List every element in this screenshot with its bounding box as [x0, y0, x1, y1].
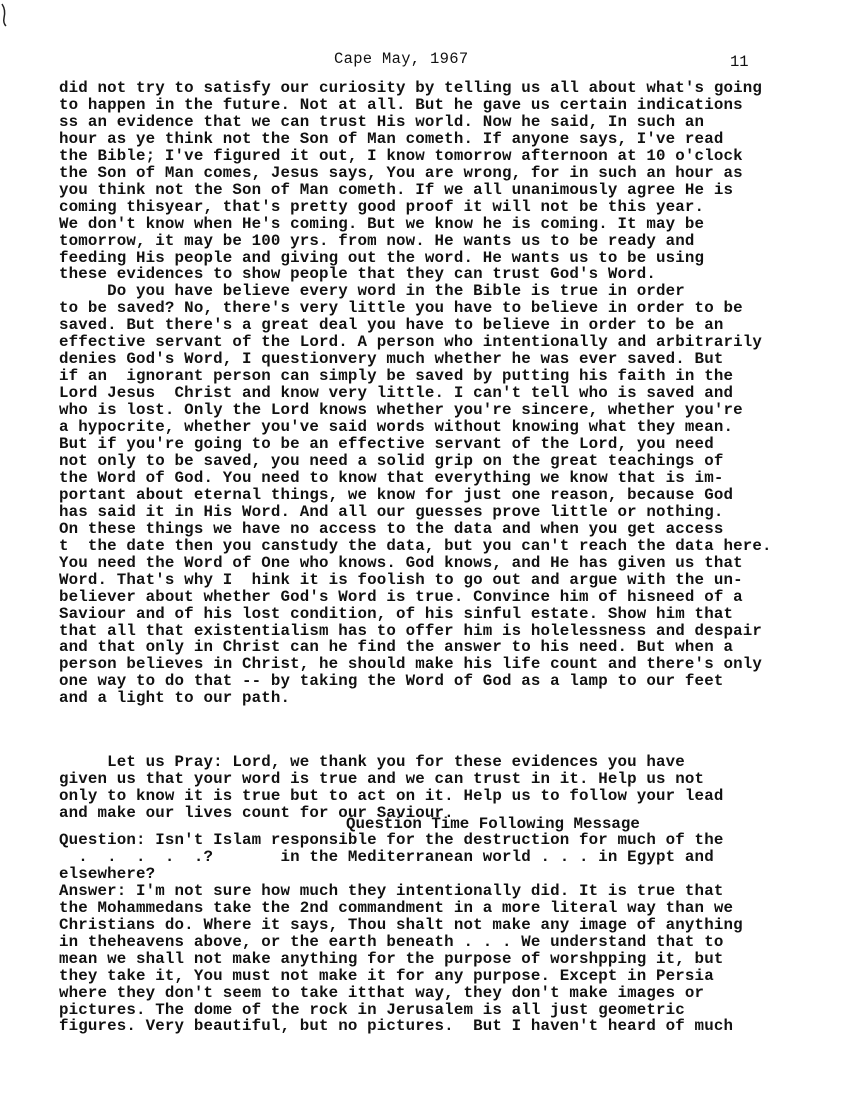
- text-line: in theheavens above, or the earth beneath . . . We understand that to: [59, 932, 724, 951]
- text-line: the Bible; I've figured it out, I know tomorrow afternoon at 10 o'clock: [59, 146, 743, 165]
- corner-pen-mark: [0, 0, 16, 28]
- text-line: and that only in Christ can he find the answer to his need. But when a: [59, 638, 734, 657]
- text-line: hour as ye think not the Son of Man cometh. If anyone says, I've read: [59, 129, 724, 148]
- text-line: not only to be saved, you need a solid grip on the great teachings of: [59, 451, 724, 470]
- text-line: Lord Jesus Christ and know very little. I can't tell who is saved and: [59, 384, 734, 403]
- text-line: mean we shall not make anything for the purpose of worshpping it, but: [59, 949, 724, 968]
- text-line: But if you're going to be an effective servant of the Lord, you need: [59, 435, 714, 454]
- text-line: . . . . .? in the Mediterranean world . . . in Egypt and: [59, 847, 714, 866]
- text-line: tomorrow, it may be 100 yrs. from now. He wants us to be ready and: [59, 231, 695, 250]
- text-line: you think not the Son of Man cometh. If we all unanimously agree He is: [59, 180, 734, 199]
- text-line: given us that your word is true and we can trust in it. Help us not: [59, 769, 705, 788]
- text-line: On these things we have no access to the data and when you get access: [59, 519, 724, 538]
- text-line: who is lost. Only the Lord knows whether you're sincere, whether you're: [59, 401, 743, 420]
- text-line: to be saved? No, there's very little you have to believe in order to be: [59, 299, 743, 318]
- text-line: only to know it is true but to act on it. Help us to follow your lead: [59, 786, 724, 805]
- text-line: that all that existentialism has to offer him is holelessness and despair: [59, 621, 762, 640]
- question-time-heading: Question Time Following Message: [346, 815, 640, 833]
- text-line: portant about eternal things, we know for just one reason, because God: [59, 485, 734, 504]
- text-line: a hypocrite, whether you've said words without knowing what they mean.: [59, 418, 734, 437]
- text-line: feeding His people and giving out the word. He wants us to be using: [59, 248, 705, 267]
- text-line: coming thisyear, that's pretty good proof it will not be this year.: [59, 197, 705, 216]
- text-line: Answer: I'm not sure how much they intentionally did. It is true that: [59, 881, 724, 900]
- text-line: denies God's Word, I questionvery much whether he was ever saved. But: [59, 350, 724, 369]
- sermon-text: [59, 80, 849, 707]
- text-line: and a light to our path.: [59, 689, 291, 708]
- text-line: Christians do. Where it says, Thou shalt not make any image of anything: [59, 915, 743, 934]
- text-line: Do you have believe every word in the Bible is true in order: [59, 282, 685, 301]
- page-number: 11: [730, 53, 749, 71]
- text-line: the Mohammedans take the 2nd commandment in a more literal way than we: [59, 898, 734, 917]
- text-line: the Word of God. You need to know that everything we know that is im-: [59, 468, 724, 487]
- text-line: they take it, You must not make it for any purpose. Except in Persia: [59, 966, 714, 985]
- text-line: ss an evidence that we can trust His world. Now he said, In such an: [59, 112, 705, 131]
- text-line: to happen in the future. Not at all. But he gave us certain indications: [59, 95, 743, 114]
- text-line: Word. That's why I hink it is foolish to go out and argue with the un-: [59, 570, 743, 589]
- prayer-text: [59, 754, 849, 822]
- text-line: did not try to satisfy our curiosity by telling us all about what's going: [59, 79, 762, 97]
- text-line: Question: Isn't Islam responsible for the destruction for much of the: [59, 831, 724, 849]
- text-line: person believes in Christ, he should make his life count and there's only: [59, 655, 762, 674]
- text-line: has said it in His Word. And all our guesses prove little or nothing.: [59, 502, 724, 521]
- text-line: We don't know when He's coming. But we know he is coming. It may be: [59, 214, 705, 233]
- text-line: elsewhere?: [59, 864, 156, 883]
- text-line: these evidences to show people that they can trust God's Word.: [59, 265, 657, 284]
- text-line: believer about whether God's Word is true. Convince him of hisneed of a: [59, 587, 743, 606]
- text-line: one way to do that -- by taking the Word of God as a lamp to our feet: [59, 672, 724, 691]
- text-line: saved. But there's a great deal you have to believe in order to be an: [59, 316, 724, 335]
- text-line: pictures. The dome of the rock in Jerusalem is all just geometric: [59, 1000, 685, 1019]
- page-header-title: Cape May, 1967: [334, 50, 469, 68]
- text-line: Saviour and of his lost condition, of his sinful estate. Show him that: [59, 604, 734, 623]
- text-line: if an ignorant person can simply be saved by putting his faith in the: [59, 367, 734, 386]
- question-answer-text: [59, 832, 849, 1035]
- text-line: where they don't seem to take itthat way, they don't make images or: [59, 983, 705, 1002]
- text-line: You need the Word of One who knows. God knows, and He has given us that: [59, 553, 743, 572]
- text-line: Let us Pray: Lord, we thank you for these evidences you have: [59, 753, 685, 771]
- text-line: t the date then you canstudy the data, but you can't reach the data here.: [59, 536, 772, 555]
- text-line: the Son of Man comes, Jesus says, You are wrong, for in such an hour as: [59, 163, 743, 182]
- text-line: figures. Very beautiful, but no pictures. But I haven't heard of much: [59, 1017, 734, 1036]
- text-line: and make our lives count for our Saviour.: [59, 803, 454, 822]
- text-line: effective servant of the Lord. A person who intentionally and arbitrarily: [59, 333, 762, 352]
